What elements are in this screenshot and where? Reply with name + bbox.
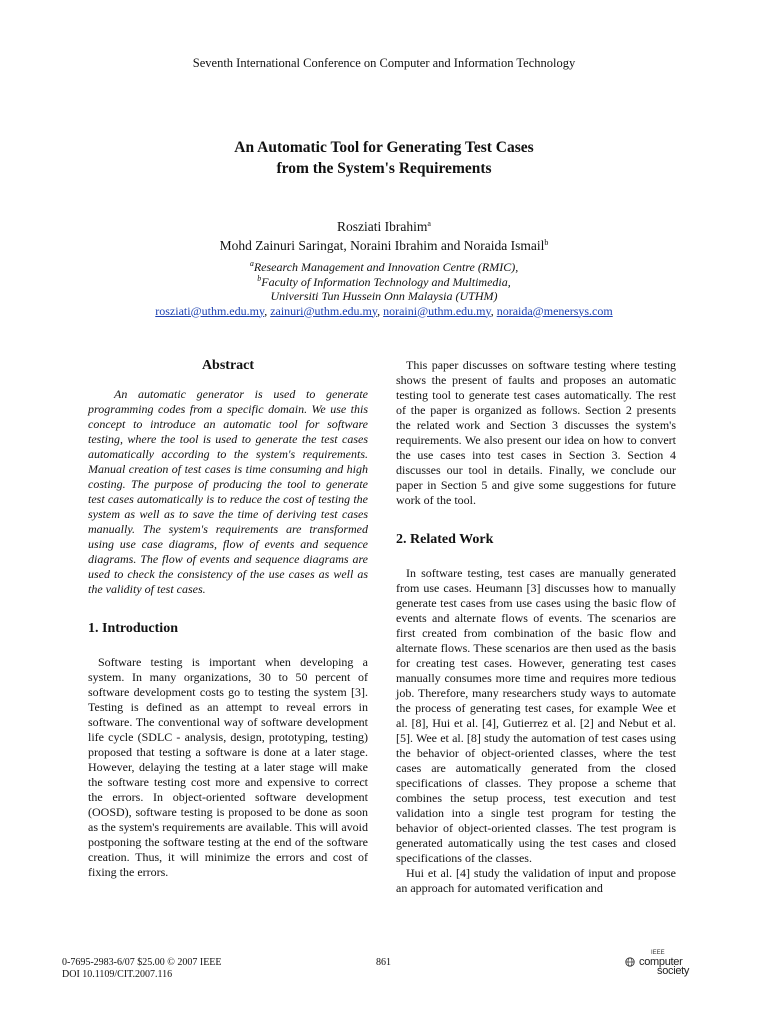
right-column [396,358,676,896]
section-heading-introduction: 1. Introduction [88,621,178,636]
related-work-paragraph-1: In software testing, test cases are manually generated from use cases. Heumann [3] discusses how to manually generate test cases from use cases using the basic flow of events and alternate flows of events. The scenarios are first created from combination of the basic flow and alternate flows. These scenarios are then used as the basis for creating test cases. However, generating test cases manually consumes more time and requires more tedious job. Therefore, many researchers study ways to automate the process of generating test cases, for example Wee et al. [8], Hui et al. [4], Gutierrez et al. [2] and Nebut et al. [5]. Wee et al. [8] study the automation of test cases using the behavior of object-oriented classes, where the test cases are automatically generated from the closed specifications of classes. They propose a scheme that combines the setup process, test execution and test validation into a single test program for testing the behavior of object-oriented classes. The test program is generated automatically using the test cases and closed specifications of the classes. [396,566,676,865]
abstract-heading: Abstract [201,358,255,373]
ieee-computer-society-logo [625,950,705,980]
email-link[interactable]: rosziati@uthm.edu.my [155,303,265,318]
email-separator: , [264,303,271,318]
title-line-2: from the System's Requirements [276,160,492,177]
author-name: Rosziati Ibrahim [337,219,428,234]
related-work-paragraph-2: Hui et al. [4] study the validation of input and propose an approach for automated verification and [396,866,676,895]
affil-mark-b: b [257,273,262,283]
email-link[interactable]: noraini@uthm.edu.my [383,303,491,318]
logo-computer-text: computer [639,956,683,968]
left-column [88,358,368,880]
intro-continued-text: This paper discusses on software testing where testing shows the present of faults and proposes an automatic testing tool to generate test cases automatically. The rest of the paper is organized as follows. Section 2 presents the related work and Section 3 discusses the system's requirements. We also present our idea on how to convert the use cases into test cases in Section 3. Section 4 discusses our tool in details. Finally, we conclude our paper in Section 5 and give some suggestions for future work of the tool. [396,358,676,507]
affiliation-a-text: Research Management and Innovation Centre (RMIC), [253,260,519,274]
email-link[interactable]: zainuri@uthm.edu.my [270,303,378,318]
introduction-text: Software testing is important when developing a system. In many organizations, 30 to 50 percent of software development costs go to testing the system [3]. Testing is defined as an attempt to reveal errors in software. The conventional way of software development life cycle (SDLC - analysis, design, prototyping, testing) proposed that testing a software is done at a later stage. However, delaying the testing at a later stage will make the software testing cost more and expensive to correct the errors. In object-oriented software development (OOSD), software testing is proposed to be done as soon as the system's requirements are available. This will avoid postponing the software testing at the end of the software creation. Thus, it will minimize the errors and cost of fixing the errors. [88,655,368,879]
email-separator: , [490,303,497,318]
author-affil-mark: a [427,219,431,228]
footer-doi: DOI 10.1109/CIT.2007.116 [62,969,173,980]
author-line-2 [0,236,768,255]
section-heading-related-work: 2. Related Work [396,532,494,547]
conference-header: Seventh International Conference on Computer and Information Technology [192,56,576,70]
affiliation-b [0,275,768,290]
affiliation-a [0,260,768,275]
affil-mark-a: a [249,259,254,268]
author-line-1 [0,217,768,236]
footer-copyright [62,957,222,981]
university: Universiti Tun Hussein Onn Malaysia (UTHM) [270,289,498,303]
email-list [0,304,768,319]
page-number: 861 [376,957,391,968]
author-list [0,217,768,255]
title-line-1: An Automatic Tool for Generating Test Cases [234,139,534,156]
footer-isbn: 0-7695-2983-6/07 $25.00 © 2007 IEEE [62,957,222,968]
affiliations [0,260,768,318]
author-affil-mark: b [544,238,549,247]
paper-title [0,137,768,179]
logo-ieee-text: IEEE [651,950,665,956]
affiliation-b-text: Faculty of Information Technology and Multimedia, [261,274,511,289]
abstract-text: An automatic generator is used to generate programming codes from a specific domain. We use this concept to introduce an automatic tool for software testing, where the tool is used to generate the test cases automatically according to the system's requirements. Manual creation of test cases is time consuming and high costing. The purpose of producing the tool to generate test cases automatically is to reduce the cost of testing the system as well as to save the time of deriving test cases manually. The system's requirements are transformed using use case diagrams, flow of events and sequence diagrams. The flow of events and sequence diagrams are used to check the consistency of the use cases as well as the validity of test cases. [88,387,368,596]
email-separator: , [377,303,384,318]
author-names: Mohd Zainuri Saringat, Noraini Ibrahim and Noraida Ismail [219,238,545,253]
email-link[interactable]: noraida@menersys.com [496,303,613,318]
logo-society-text: society [657,965,690,977]
globe-icon [625,957,635,967]
